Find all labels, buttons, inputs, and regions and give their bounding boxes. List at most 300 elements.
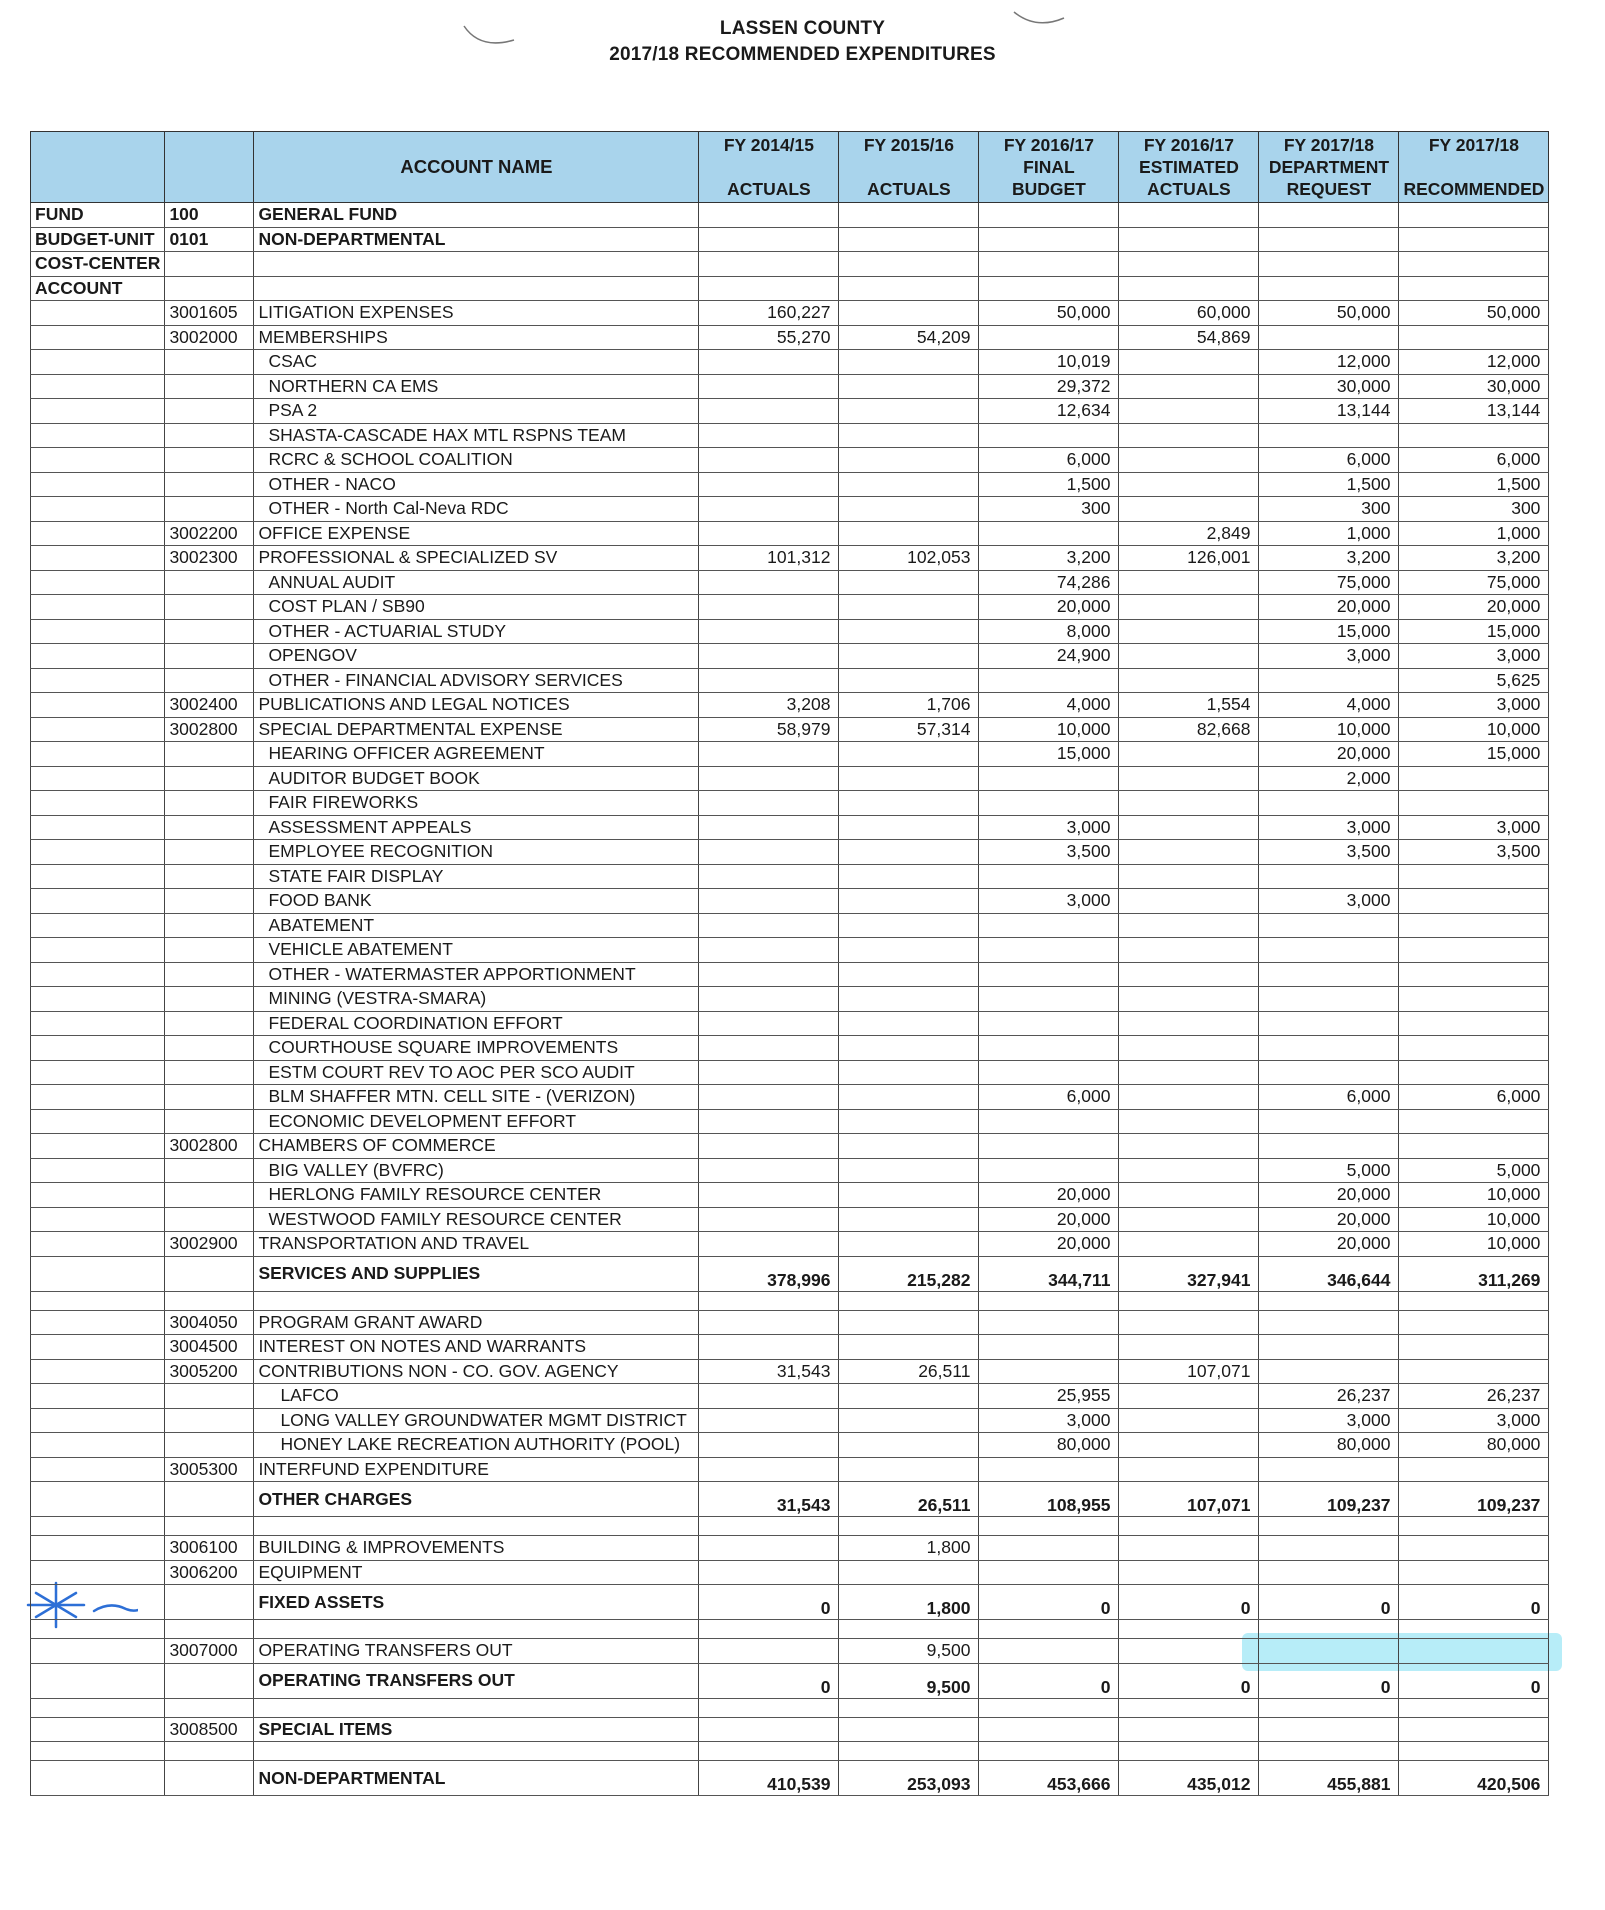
- account-name-cell: HONEY LAKE RECREATION AUTHORITY (POOL): [254, 1433, 699, 1458]
- account-code-cell: 3004500: [165, 1335, 254, 1360]
- amount-cell: 3,000: [979, 815, 1119, 840]
- amount-cell: [1119, 1109, 1259, 1134]
- row-label-cell: [31, 1291, 165, 1310]
- report-subtitle: 2017/18 RECOMMENDED EXPENDITURES: [609, 44, 996, 65]
- row-label-cell: [31, 423, 165, 448]
- account-name-cell: SHASTA-CASCADE HAX MTL RSPNS TEAM: [254, 423, 699, 448]
- account-code-cell: [165, 1585, 254, 1620]
- amount-cell: [1259, 1639, 1399, 1664]
- amount-cell: 109,237: [1259, 1482, 1399, 1517]
- amount-cell: 0: [699, 1663, 839, 1698]
- amount-cell: [979, 252, 1119, 277]
- amount-cell: 3,200: [1259, 546, 1399, 571]
- account-code-cell: [165, 570, 254, 595]
- amount-cell: 31,543: [699, 1482, 839, 1517]
- amount-cell: [699, 423, 839, 448]
- amount-cell: [1119, 742, 1259, 767]
- amount-cell: [699, 1742, 839, 1761]
- table-row: [31, 1384, 1549, 1409]
- account-code-cell: [165, 889, 254, 914]
- amount-cell: [1119, 815, 1259, 840]
- table-row: [31, 717, 1549, 742]
- amount-cell: [1119, 423, 1259, 448]
- amount-cell: [839, 668, 979, 693]
- amount-cell: [1259, 203, 1399, 228]
- amount-cell: 10,000: [1399, 1183, 1549, 1208]
- amount-cell: [1119, 1408, 1259, 1433]
- account-name-cell: HERLONG FAMILY RESOURCE CENTER: [254, 1183, 699, 1208]
- amount-cell: 13,144: [1259, 399, 1399, 424]
- row-label-cell: [31, 938, 165, 963]
- table-row: [31, 742, 1549, 767]
- amount-cell: 80,000: [979, 1433, 1119, 1458]
- amount-cell: 50,000: [1399, 301, 1549, 326]
- amount-cell: [1119, 1183, 1259, 1208]
- table-body: [31, 203, 1549, 1796]
- amount-cell: [839, 1408, 979, 1433]
- amount-cell: [839, 448, 979, 473]
- amount-cell: [839, 913, 979, 938]
- amount-cell: [1259, 1742, 1399, 1761]
- amount-cell: 9,500: [839, 1639, 979, 1664]
- account-code-cell: 3008500: [165, 1717, 254, 1742]
- header-account-name: ACCOUNT NAME: [254, 132, 699, 203]
- amount-cell: [979, 1517, 1119, 1536]
- amount-cell: [1399, 1060, 1549, 1085]
- amount-cell: [979, 913, 1119, 938]
- amount-cell: 4,000: [1259, 693, 1399, 718]
- amount-cell: 215,282: [839, 1256, 979, 1291]
- amount-cell: [979, 1742, 1119, 1761]
- amount-cell: [1399, 1335, 1549, 1360]
- amount-cell: 20,000: [979, 1232, 1119, 1257]
- row-label-cell: [31, 1761, 165, 1796]
- amount-cell: [1399, 1134, 1549, 1159]
- row-label-cell: [31, 1011, 165, 1036]
- amount-cell: [979, 1560, 1119, 1585]
- amount-cell: 1,000: [1259, 521, 1399, 546]
- account-name-cell: INTERFUND EXPENDITURE: [254, 1457, 699, 1482]
- row-label-cell: [31, 1207, 165, 1232]
- row-label-cell: [31, 1663, 165, 1698]
- amount-cell: [979, 1011, 1119, 1036]
- amount-cell: 0: [1119, 1585, 1259, 1620]
- amount-cell: [699, 987, 839, 1012]
- account-name-cell: COURTHOUSE SQUARE IMPROVEMENTS: [254, 1036, 699, 1061]
- table-row: [31, 938, 1549, 963]
- amount-cell: 3,000: [1399, 644, 1549, 669]
- amount-cell: [699, 1232, 839, 1257]
- account-code-cell: [165, 938, 254, 963]
- amount-cell: [1259, 1717, 1399, 1742]
- account-code-cell: [165, 1183, 254, 1208]
- amount-cell: [979, 1335, 1119, 1360]
- amount-cell: [699, 1011, 839, 1036]
- account-name-cell: CHAMBERS OF COMMERCE: [254, 1134, 699, 1159]
- row-label-cell: [31, 1433, 165, 1458]
- expenditure-table: [30, 131, 1549, 1796]
- amount-cell: 54,869: [1119, 325, 1259, 350]
- amount-cell: [1119, 1620, 1259, 1639]
- amount-cell: [699, 864, 839, 889]
- account-code-cell: [165, 1060, 254, 1085]
- amount-cell: [1119, 962, 1259, 987]
- amount-cell: 3,000: [979, 889, 1119, 914]
- amount-cell: 30,000: [1259, 374, 1399, 399]
- amount-cell: [1119, 938, 1259, 963]
- table-row: [31, 693, 1549, 718]
- account-code-cell: [165, 1620, 254, 1639]
- amount-cell: [1399, 252, 1549, 277]
- amount-cell: 80,000: [1259, 1433, 1399, 1458]
- amount-cell: [699, 962, 839, 987]
- amount-cell: [979, 1620, 1119, 1639]
- account-code-cell: [165, 1256, 254, 1291]
- amount-cell: 6,000: [979, 1085, 1119, 1110]
- amount-cell: [1399, 1639, 1549, 1664]
- amount-cell: [979, 987, 1119, 1012]
- amount-cell: 10,000: [1399, 1207, 1549, 1232]
- account-name-cell: SPECIAL ITEMS: [254, 1717, 699, 1742]
- amount-cell: [1399, 1536, 1549, 1561]
- account-code-cell: [165, 1109, 254, 1134]
- amount-cell: 3,500: [1259, 840, 1399, 865]
- header-line: DEPARTMENT: [1268, 157, 1390, 177]
- amount-cell: 108,955: [979, 1482, 1119, 1517]
- amount-cell: [699, 1620, 839, 1639]
- account-name-cell: WESTWOOD FAMILY RESOURCE CENTER: [254, 1207, 699, 1232]
- amount-cell: [699, 1134, 839, 1159]
- amount-cell: [979, 1717, 1119, 1742]
- amount-cell: [979, 1698, 1119, 1717]
- amount-cell: 1,800: [839, 1585, 979, 1620]
- amount-cell: [839, 276, 979, 301]
- amount-cell: [1259, 1536, 1399, 1561]
- account-code-cell: 3002800: [165, 1134, 254, 1159]
- amount-cell: [1399, 987, 1549, 1012]
- amount-cell: [839, 791, 979, 816]
- table-row: [31, 1060, 1549, 1085]
- amount-cell: 10,000: [1399, 717, 1549, 742]
- amount-cell: [1119, 1698, 1259, 1717]
- amount-cell: [1119, 1457, 1259, 1482]
- header-fy1718-recommended: [1399, 132, 1549, 203]
- amount-cell: 102,053: [839, 546, 979, 571]
- account-name-cell: [254, 1517, 699, 1536]
- account-code-cell: [165, 1761, 254, 1796]
- table-row: [31, 644, 1549, 669]
- amount-cell: [839, 1457, 979, 1482]
- table-row: [31, 1310, 1549, 1335]
- account-code-cell: 3002400: [165, 693, 254, 718]
- amount-cell: [979, 521, 1119, 546]
- row-label-cell: [31, 889, 165, 914]
- amount-cell: [699, 742, 839, 767]
- amount-cell: [1119, 1011, 1259, 1036]
- amount-cell: 311,269: [1399, 1256, 1549, 1291]
- amount-cell: [1119, 1517, 1259, 1536]
- amount-cell: 3,000: [1399, 1408, 1549, 1433]
- amount-cell: 6,000: [1399, 448, 1549, 473]
- amount-cell: 0: [1259, 1585, 1399, 1620]
- table-row: [31, 840, 1549, 865]
- amount-cell: [839, 350, 979, 375]
- amount-cell: 1,500: [1399, 472, 1549, 497]
- amount-cell: [839, 815, 979, 840]
- amount-cell: [839, 1183, 979, 1208]
- table-row: [31, 1036, 1549, 1061]
- amount-cell: 0: [1399, 1585, 1549, 1620]
- amount-cell: [1119, 1560, 1259, 1585]
- amount-cell: [1259, 1011, 1399, 1036]
- account-name-cell: SERVICES AND SUPPLIES: [254, 1256, 699, 1291]
- amount-cell: [1119, 987, 1259, 1012]
- amount-cell: 50,000: [979, 301, 1119, 326]
- account-name-cell: [254, 252, 699, 277]
- amount-cell: [839, 1291, 979, 1310]
- header-line: FY 2016/17: [1143, 135, 1235, 155]
- amount-cell: [699, 1310, 839, 1335]
- amount-cell: [979, 1310, 1119, 1335]
- table-row: [31, 521, 1549, 546]
- row-label-cell: [31, 791, 165, 816]
- table-header-row: [31, 132, 1549, 203]
- amount-cell: 75,000: [1399, 570, 1549, 595]
- amount-cell: 20,000: [1259, 1183, 1399, 1208]
- amount-cell: [1259, 938, 1399, 963]
- amount-cell: [839, 864, 979, 889]
- amount-cell: [699, 1560, 839, 1585]
- amount-cell: 57,314: [839, 717, 979, 742]
- table-row: [31, 619, 1549, 644]
- table-row: [31, 570, 1549, 595]
- row-label-cell: [31, 1060, 165, 1085]
- row-label-cell: [31, 693, 165, 718]
- amount-cell: 12,000: [1259, 350, 1399, 375]
- amount-cell: [1119, 1134, 1259, 1159]
- amount-cell: [839, 1085, 979, 1110]
- amount-cell: 1,000: [1399, 521, 1549, 546]
- account-name-cell: NORTHERN CA EMS: [254, 374, 699, 399]
- amount-cell: [699, 1536, 839, 1561]
- amount-cell: 107,071: [1119, 1359, 1259, 1384]
- amount-cell: [1119, 1384, 1259, 1409]
- amount-cell: [839, 742, 979, 767]
- table-row: [31, 1761, 1549, 1796]
- amount-cell: [699, 374, 839, 399]
- table-row: [31, 1717, 1549, 1742]
- account-code-cell: 3005300: [165, 1457, 254, 1482]
- amount-cell: 3,000: [1259, 815, 1399, 840]
- account-code-cell: 3002300: [165, 546, 254, 571]
- table-row: [31, 962, 1549, 987]
- amount-cell: 31,543: [699, 1359, 839, 1384]
- account-name-cell: OPERATING TRANSFERS OUT: [254, 1639, 699, 1664]
- row-label-cell: [31, 1717, 165, 1742]
- amount-cell: [699, 497, 839, 522]
- amount-cell: 20,000: [979, 1207, 1119, 1232]
- header-fy1516: [839, 132, 979, 203]
- amount-cell: [979, 791, 1119, 816]
- row-label-cell: [31, 521, 165, 546]
- row-label-cell: [31, 472, 165, 497]
- amount-cell: 6,000: [1399, 1085, 1549, 1110]
- table-row: [31, 815, 1549, 840]
- amount-cell: 25,955: [979, 1384, 1119, 1409]
- amount-cell: 435,012: [1119, 1761, 1259, 1796]
- amount-cell: [699, 521, 839, 546]
- row-label-cell: [31, 595, 165, 620]
- amount-cell: 20,000: [1399, 595, 1549, 620]
- amount-cell: [979, 766, 1119, 791]
- amount-cell: 12,634: [979, 399, 1119, 424]
- amount-cell: [699, 791, 839, 816]
- row-label-cell: [31, 1560, 165, 1585]
- header-line: FY 2016/17: [1003, 135, 1095, 155]
- amount-cell: 3,000: [1259, 1408, 1399, 1433]
- table-row: [31, 374, 1549, 399]
- table-row: [31, 1183, 1549, 1208]
- amount-cell: [839, 1517, 979, 1536]
- table-row: [31, 1482, 1549, 1517]
- account-name-cell: COST PLAN / SB90: [254, 595, 699, 620]
- table-row: [31, 1085, 1549, 1110]
- account-code-cell: [165, 276, 254, 301]
- row-label-cell: [31, 619, 165, 644]
- amount-cell: [1119, 203, 1259, 228]
- amount-cell: 1,500: [1259, 472, 1399, 497]
- amount-cell: [1119, 1310, 1259, 1335]
- header-line: [703, 156, 834, 178]
- amount-cell: [1259, 1517, 1399, 1536]
- amount-cell: 6,000: [1259, 1085, 1399, 1110]
- amount-cell: [699, 1698, 839, 1717]
- amount-cell: [1259, 1620, 1399, 1639]
- amount-cell: 13,144: [1399, 399, 1549, 424]
- amount-cell: [1119, 595, 1259, 620]
- account-code-cell: 3004050: [165, 1310, 254, 1335]
- amount-cell: [699, 472, 839, 497]
- amount-cell: [1399, 423, 1549, 448]
- row-label-cell: [31, 987, 165, 1012]
- amount-cell: [1399, 1717, 1549, 1742]
- account-code-cell: [165, 815, 254, 840]
- account-name-cell: CSAC: [254, 350, 699, 375]
- account-name-cell: EMPLOYEE RECOGNITION: [254, 840, 699, 865]
- amount-cell: 10,000: [979, 717, 1119, 742]
- amount-cell: [1119, 791, 1259, 816]
- amount-cell: [979, 1158, 1119, 1183]
- amount-cell: 2,000: [1259, 766, 1399, 791]
- amount-cell: [699, 1433, 839, 1458]
- amount-cell: [839, 301, 979, 326]
- amount-cell: 20,000: [979, 1183, 1119, 1208]
- row-label-cell: ACCOUNT: [31, 276, 165, 301]
- amount-cell: [839, 962, 979, 987]
- amount-cell: [699, 668, 839, 693]
- amount-cell: [1119, 1717, 1259, 1742]
- account-name-cell: MINING (VESTRA-SMARA): [254, 987, 699, 1012]
- amount-cell: [1119, 668, 1259, 693]
- amount-cell: [1119, 472, 1259, 497]
- amount-cell: 300: [979, 497, 1119, 522]
- amount-cell: [699, 1291, 839, 1310]
- amount-cell: [839, 987, 979, 1012]
- table-row: [31, 1109, 1549, 1134]
- account-code-cell: [165, 791, 254, 816]
- amount-cell: [1259, 1457, 1399, 1482]
- account-code-cell: 3002800: [165, 717, 254, 742]
- account-name-cell: [254, 1698, 699, 1717]
- amount-cell: [839, 644, 979, 669]
- amount-cell: [1399, 1109, 1549, 1134]
- account-code-cell: [165, 1158, 254, 1183]
- amount-cell: [699, 1639, 839, 1664]
- account-name-cell: EQUIPMENT: [254, 1560, 699, 1585]
- account-name-cell: ABATEMENT: [254, 913, 699, 938]
- amount-cell: [1119, 1639, 1259, 1664]
- account-code-cell: [165, 913, 254, 938]
- amount-cell: [839, 1232, 979, 1257]
- amount-cell: [699, 913, 839, 938]
- account-code-cell: [165, 1011, 254, 1036]
- amount-cell: [839, 374, 979, 399]
- header-line: [843, 156, 974, 178]
- amount-cell: 455,881: [1259, 1761, 1399, 1796]
- amount-cell: [699, 1183, 839, 1208]
- amount-cell: 26,237: [1259, 1384, 1399, 1409]
- row-label-cell: [31, 570, 165, 595]
- amount-cell: [1259, 962, 1399, 987]
- amount-cell: [1119, 570, 1259, 595]
- amount-cell: [979, 423, 1119, 448]
- amount-cell: [699, 252, 839, 277]
- row-label-cell: [31, 1639, 165, 1664]
- amount-cell: [839, 1742, 979, 1761]
- amount-cell: [1119, 1291, 1259, 1310]
- amount-cell: [979, 227, 1119, 252]
- amount-cell: [979, 962, 1119, 987]
- amount-cell: 26,511: [839, 1359, 979, 1384]
- amount-cell: 327,941: [1119, 1256, 1259, 1291]
- amount-cell: 29,372: [979, 374, 1119, 399]
- amount-cell: [1119, 619, 1259, 644]
- amount-cell: [699, 766, 839, 791]
- amount-cell: [839, 766, 979, 791]
- row-label-cell: [31, 864, 165, 889]
- amount-cell: 3,000: [1399, 815, 1549, 840]
- table-row: [31, 668, 1549, 693]
- account-code-cell: [165, 1663, 254, 1698]
- amount-cell: [839, 570, 979, 595]
- row-label-cell: [31, 325, 165, 350]
- amount-cell: [979, 1134, 1119, 1159]
- amount-cell: [1399, 1310, 1549, 1335]
- amount-cell: [1259, 987, 1399, 1012]
- amount-cell: 453,666: [979, 1761, 1119, 1796]
- account-name-cell: BUILDING & IMPROVEMENTS: [254, 1536, 699, 1561]
- amount-cell: [1119, 1232, 1259, 1257]
- table-row: [31, 1408, 1549, 1433]
- account-code-cell: [165, 399, 254, 424]
- amount-cell: [1119, 1742, 1259, 1761]
- amount-cell: 55,270: [699, 325, 839, 350]
- account-name-cell: OTHER CHARGES: [254, 1482, 699, 1517]
- amount-cell: 1,554: [1119, 693, 1259, 718]
- row-label-cell: [31, 1158, 165, 1183]
- account-code-cell: [165, 1384, 254, 1409]
- account-name-cell: MEMBERSHIPS: [254, 325, 699, 350]
